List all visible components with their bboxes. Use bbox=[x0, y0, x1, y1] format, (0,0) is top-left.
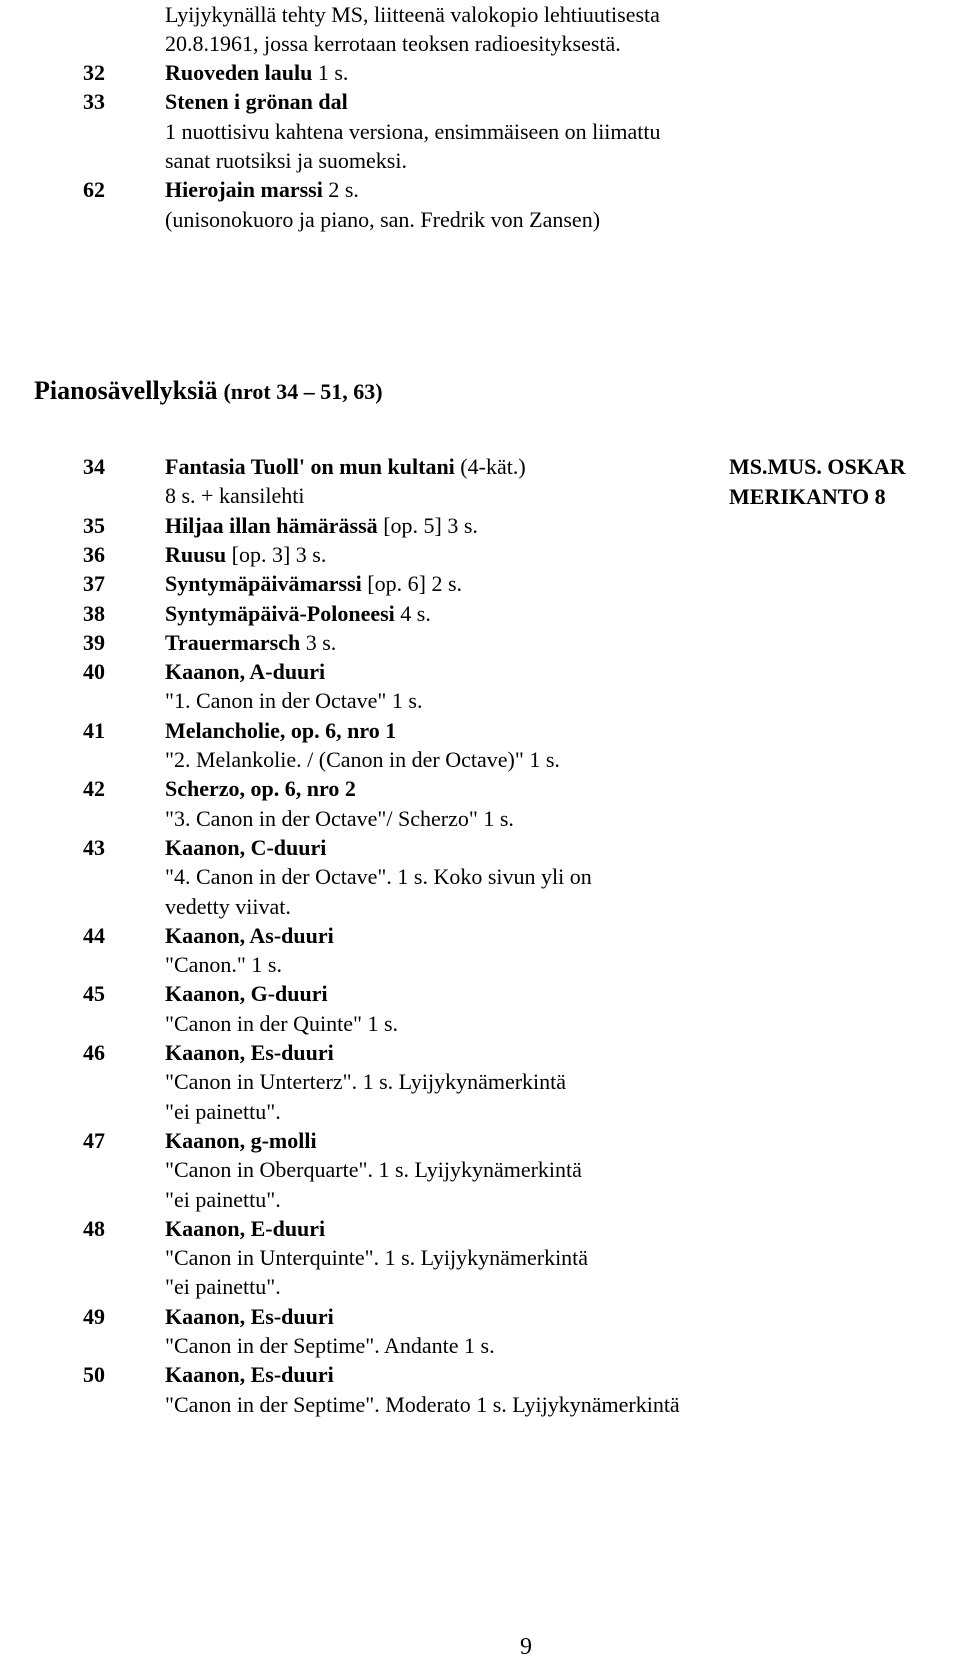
entry-heading bbox=[165, 540, 326, 570]
entry-number: 62 bbox=[83, 177, 105, 203]
entry-details: 4 s. bbox=[394, 600, 431, 626]
entry-note: "3. Canon in der Octave"/ Scherzo" 1 s. bbox=[165, 805, 514, 831]
entry-number: 49 bbox=[83, 1303, 105, 1329]
archive-signum-line-2: MERIKANTO 8 bbox=[729, 484, 886, 509]
entry-heading bbox=[165, 628, 336, 658]
entry-heading bbox=[165, 774, 356, 804]
entry-note: "2. Melankolie. / (Canon in der Octave)" 1 s. bbox=[165, 747, 560, 772]
entry-number: 46 bbox=[83, 1040, 105, 1065]
entry-number: 40 bbox=[83, 659, 105, 685]
entry-heading bbox=[165, 1302, 334, 1332]
entry-note: "4. Canon in der Octave". 1 s. Koko sivun yli on bbox=[165, 864, 592, 890]
entry-title: Kaanon, E-duuri bbox=[165, 1215, 326, 1241]
entry-title: Hiljaa illan hämärässä bbox=[165, 512, 378, 538]
entry-note: "Canon in Unterterz". 1 s. Lyijykynämerkintä bbox=[165, 1069, 567, 1095]
entry-details: [op. 3] 3 s. bbox=[226, 541, 327, 567]
entry-heading bbox=[165, 657, 325, 687]
entry-number: 36 bbox=[83, 541, 105, 567]
entry-details: (4-kät.) bbox=[454, 454, 526, 479]
entry-number: 44 bbox=[83, 922, 105, 948]
entry-heading bbox=[165, 599, 431, 629]
entry-note: (unisonokuoro ja piano, san. Fredrik von Zansen) bbox=[165, 206, 601, 232]
entry-note: vedetty viivat. bbox=[165, 893, 291, 919]
entry-heading bbox=[165, 569, 462, 599]
entry-number: 33 bbox=[83, 89, 105, 115]
entry-title: Fantasia Tuoll' on mun kultani bbox=[165, 454, 455, 479]
entry-title: Syntymäpäivä-Poloneesi bbox=[165, 600, 395, 626]
entry-number: 43 bbox=[83, 834, 105, 860]
entry-note: sanat ruotsiksi ja suomeksi. bbox=[165, 147, 407, 173]
entry-heading bbox=[165, 87, 348, 117]
entry-heading bbox=[165, 1038, 334, 1068]
entry-heading bbox=[165, 452, 526, 482]
entry-note: "ei painettu". bbox=[165, 1274, 281, 1300]
entry-title: Hierojain marssi bbox=[165, 177, 323, 203]
entry-number: 38 bbox=[83, 600, 105, 626]
entry-heading bbox=[165, 175, 359, 205]
section-title: Pianosävellyksiä bbox=[34, 376, 218, 405]
entry-heading bbox=[165, 1214, 325, 1244]
entry-number: 34 bbox=[83, 454, 105, 479]
entry-title: Kaanon, G-duuri bbox=[165, 981, 328, 1007]
entry-heading bbox=[165, 1126, 317, 1156]
entry-note: "Canon in der Septime". Andante 1 s. bbox=[165, 1333, 495, 1358]
entry-details: 1 s. bbox=[312, 60, 349, 85]
entry-title: Stenen i grönan dal bbox=[165, 89, 348, 115]
section-heading bbox=[34, 374, 383, 409]
entry-number: 45 bbox=[83, 981, 105, 1007]
entry-heading bbox=[165, 716, 396, 746]
entry-number: 47 bbox=[83, 1127, 105, 1153]
entry-details: [op. 5] 3 s. bbox=[377, 512, 478, 538]
entry-note: "Canon in Oberquarte". 1 s. Lyijykynämerkintä bbox=[165, 1157, 582, 1183]
entry-heading bbox=[165, 921, 334, 951]
entry-title: Trauermarsch bbox=[165, 629, 301, 655]
page-number: 9 bbox=[520, 1634, 532, 1660]
entry-note: "Canon in der Septime". Moderato 1 s. Lyijykynämerkintä bbox=[165, 1391, 680, 1417]
entry-note: "ei painettu". bbox=[165, 1186, 281, 1212]
intro-line-1: Lyijykynällä tehty MS, liitteenä valokopio lehtiuutisesta bbox=[165, 2, 660, 27]
entry-note: 1 nuottisivu kahtena versiona, ensimmäiseen on liimattu bbox=[165, 118, 661, 144]
entry-number: 32 bbox=[83, 60, 105, 85]
entry-title: Ruusu bbox=[165, 541, 227, 567]
entry-number: 42 bbox=[83, 776, 105, 802]
entry-note: "1. Canon in der Octave" 1 s. bbox=[165, 688, 423, 714]
entry-title: Kaanon, C-duuri bbox=[165, 834, 327, 860]
entry-number: 39 bbox=[83, 629, 105, 655]
section-subtitle: (nrot 34 – 51, 63) bbox=[223, 379, 383, 404]
entry-number: 35 bbox=[83, 512, 105, 538]
entry-title: Kaanon, Es-duuri bbox=[165, 1303, 334, 1329]
entry-number: 37 bbox=[83, 571, 105, 597]
entry-number: 48 bbox=[83, 1215, 105, 1241]
entry-heading bbox=[165, 58, 348, 88]
entry-title: Scherzo, op. 6, nro 2 bbox=[165, 776, 356, 802]
entry-title: Melancholie, op. 6, nro 1 bbox=[165, 717, 397, 743]
entry-details: 2 s. bbox=[322, 177, 359, 203]
entry-title: Syntymäpäivämarssi bbox=[165, 571, 362, 597]
entry-note: "ei painettu". bbox=[165, 1098, 281, 1124]
entry-title: Kaanon, Es-duuri bbox=[165, 1362, 334, 1388]
entry-title: Kaanon, As-duuri bbox=[165, 922, 334, 948]
intro-line-2: 20.8.1961, jossa kerrotaan teoksen radioesityksestä. bbox=[165, 31, 621, 56]
entry-title: Kaanon, Es-duuri bbox=[165, 1040, 334, 1065]
entry-number: 50 bbox=[83, 1362, 105, 1388]
entry-note: 8 s. + kansilehti bbox=[165, 483, 305, 509]
entry-heading bbox=[165, 511, 478, 541]
entry-note: "Canon." 1 s. bbox=[165, 952, 282, 978]
entry-details: [op. 6] 2 s. bbox=[361, 571, 463, 597]
archive-signum-line-1: MS.MUS. OSKAR bbox=[729, 454, 906, 479]
entry-heading bbox=[165, 979, 328, 1009]
entry-title: Ruoveden laulu bbox=[165, 60, 313, 85]
entry-title: Kaanon, A-duuri bbox=[165, 659, 326, 685]
entry-note: "Canon in der Quinte" 1 s. bbox=[165, 1010, 399, 1036]
entry-heading bbox=[165, 1360, 334, 1390]
entry-number: 41 bbox=[83, 717, 105, 743]
entry-heading bbox=[165, 833, 326, 863]
entry-details: 3 s. bbox=[300, 629, 337, 655]
entry-note: "Canon in Unterquinte". 1 s. Lyijykynämerkintä bbox=[165, 1245, 589, 1271]
entry-title: Kaanon, g-molli bbox=[165, 1127, 317, 1153]
